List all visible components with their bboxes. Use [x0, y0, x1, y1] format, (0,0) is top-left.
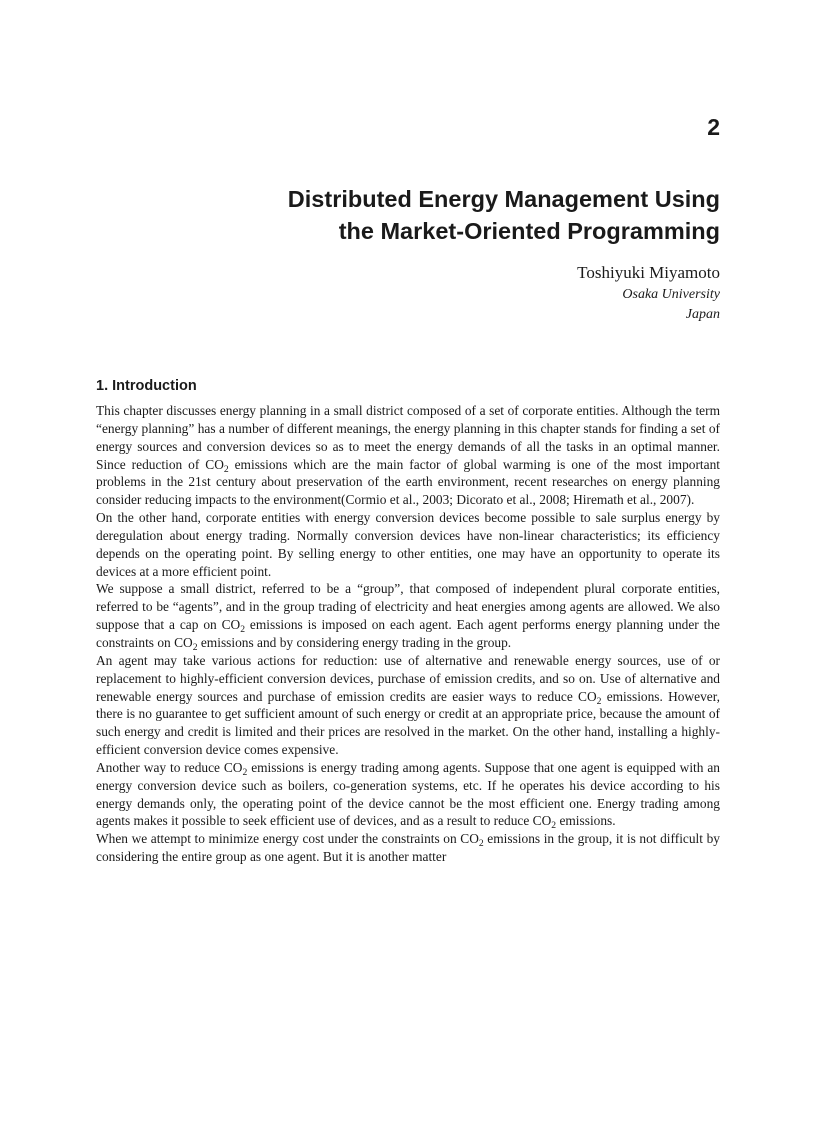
paragraph — [96, 759, 720, 830]
text-run: On the other hand, corporate entities with energy conversion devices become possible to sale surplus energy by deregulation about energy trading. Normally conversion devices have non-linear characteristics; its efficiency depends on the operating point. By selling energy to other entities, one may have an opportunity to operate its devices at a more efficient point. — [96, 510, 720, 579]
author-affiliation: Osaka University — [622, 287, 720, 302]
paragraph — [96, 652, 720, 759]
text-run: When we attempt to minimize energy cost under the constraints on CO — [96, 831, 479, 847]
subscript: 2 — [192, 641, 198, 653]
paragraph — [96, 509, 720, 580]
section-heading: 1. Introduction — [96, 378, 197, 394]
subscript: 2 — [596, 695, 602, 707]
text-run: emissions and by considering energy trading in the group. — [197, 634, 512, 650]
text-run: Another way to reduce CO — [96, 759, 243, 775]
paragraph — [96, 830, 720, 866]
text-run: emissions which are the main factor of global warming is one of the most important problems in the 21st century about preservation of the earth environment, recent researches on energy planning consider reducing impacts to the environment(Cormio et al., 2003; Dicorato et al., 2008; Hiremath et al., 2007). — [96, 456, 720, 508]
author-country: Japan — [685, 307, 720, 322]
subscript: 2 — [478, 838, 484, 850]
section-body — [96, 402, 720, 866]
chapter-title-line-2: the Market-Oriented Programming — [338, 218, 720, 244]
chapter-number: 2 — [707, 114, 720, 140]
paragraph — [96, 580, 720, 651]
chapter-title-line-1: Distributed Energy Management Using — [287, 186, 720, 212]
subscript: 2 — [240, 624, 246, 636]
author-name: Toshiyuki Miyamoto — [577, 263, 720, 282]
text-run: This chapter discusses energy planning in a small district composed of a set of corporate entities. Although the term “energy planning” has a number of different meanings, the energy planning in this chapter stands for finding a set of energy sources and conversion devices so as to meet the energy demands of all the tasks in an optimal manner. Since reduction of CO — [96, 403, 720, 472]
subscript: 2 — [223, 463, 229, 475]
text-run: An agent may take various actions for reduction: use of alternative and renewable energy sources, use of or replacement to highly-efficient conversion devices, purchase of emission credits, and so on. Use of alternative and renewable energy sources and purchase of emission credits are easier ways to reduce CO — [96, 652, 720, 704]
text-run: emissions in the group, it is not difficult by considering the entire group as one agent. But it is another matter — [96, 831, 720, 865]
chapter-title — [160, 183, 720, 247]
text-run: We suppose a small district, referred to be a “group”, that composed of independent plural corporate entities, referred to be “agents”, and in the group trading of electricity and heat energies among agents are allowed. We also suppose that a cap on CO — [96, 581, 720, 633]
text-run: emissions is energy trading among agents. Suppose that one agent is equipped with an energy conversion device such as boilers, co-generation systems, etc. If he operates his device according to his energy demands only, the operating point of the device cannot be the most efficient one. Energy trading among agents makes it possible to seek efficient use of devices, and as a result to reduce CO — [96, 759, 720, 829]
subscript: 2 — [242, 766, 248, 778]
text-run: emissions. However, there is no guarantee to get sufficient amount of such energy or credit at an appropriate price, because the amount of such energy and credit is limited and their prices are resolved in the market. On the other hand, installing a highly-efficient conversion device comes expensive. — [96, 688, 720, 758]
text-run: emissions. — [556, 813, 616, 829]
paragraph — [96, 402, 720, 509]
text-run: emissions is imposed on each agent. Each agent performs energy planning under the constraints on CO — [96, 617, 720, 650]
subscript: 2 — [551, 820, 557, 832]
